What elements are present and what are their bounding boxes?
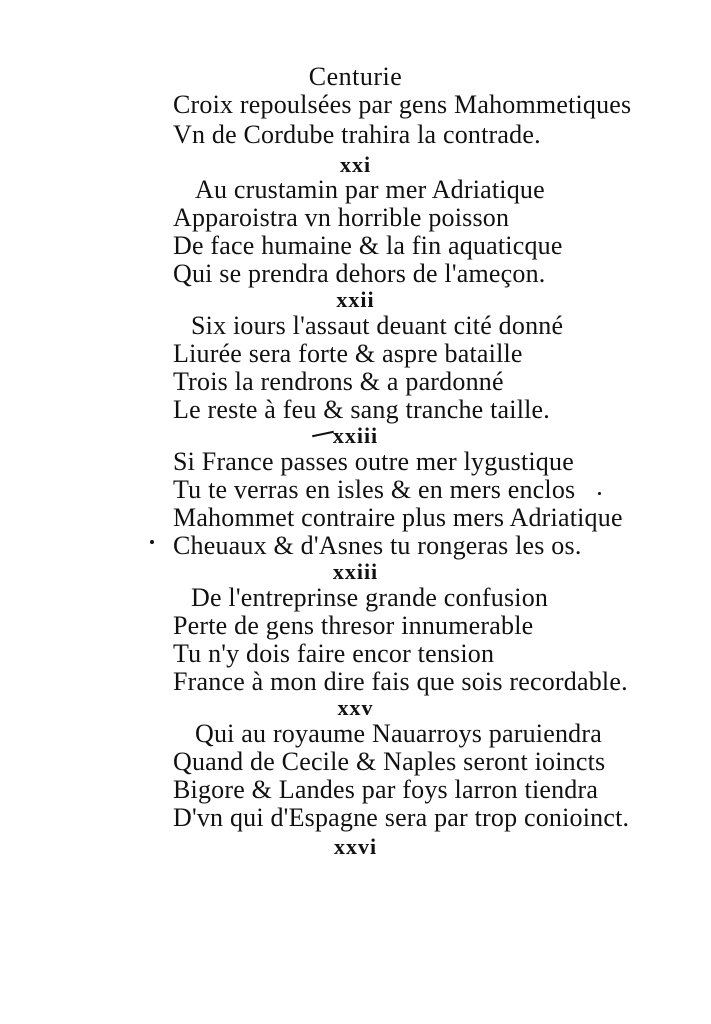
verse-line: Trois la rendrons & a pardonné <box>173 367 504 396</box>
quatrain-number: xxiii <box>332 559 379 584</box>
verse-line: De face humaine & la fin aquaticque <box>173 231 563 260</box>
verse-line: Apparoistra vn horrible poisson <box>173 203 510 232</box>
quatrain-number: xxv <box>337 695 374 720</box>
verse-line: Quand de Cecile & Naples seront ioincts <box>173 747 606 776</box>
verse-line: Mahommet contraire plus mers Adriatique <box>173 503 623 532</box>
verse-line: Bigore & Landes par foys larron tiendra <box>173 775 599 804</box>
verse-line: Qui au royaume Nauarroys paruiendra <box>195 719 602 748</box>
quatrain-number: xxvi <box>333 834 378 859</box>
verse-line: Tu te verras en isles & en mers enclos <box>173 475 576 504</box>
quatrain-number: xxiii <box>332 423 379 448</box>
verse-line: Au crustamin par mer Adriatique <box>195 175 545 204</box>
running-head: Centurie <box>308 62 403 91</box>
verse-line: Liurée sera forte & aspre bataille <box>173 339 523 368</box>
verse-line: Croix repoulsées par gens Mahommetiques <box>173 90 632 119</box>
verse-line: France à mon dire fais que sois recordable. <box>173 667 628 696</box>
verse-line: Le reste à feu & sang tranche taille. <box>173 395 550 424</box>
quatrain-number: xxi <box>339 152 372 177</box>
verse-line: De l'entreprinse grande confusion <box>191 583 549 612</box>
verse-line: Vn de Cordube trahira la contrade. <box>173 120 541 149</box>
verse-line: Six iours l'assaut deuant cité donné <box>191 311 564 340</box>
quatrain-number: xxii <box>336 287 375 312</box>
ink-mark <box>150 540 154 544</box>
ink-mark <box>598 492 601 495</box>
verse-line: Tu n'y dois faire encor tension <box>173 639 495 668</box>
verse-line: Perte de gens thresor innumerable <box>173 611 534 640</box>
verse-line: Si France passes outre mer lygustique <box>173 447 574 476</box>
verse-line: Cheuaux & d'Asnes tu rongeras les os. <box>173 531 582 560</box>
verse-line: D'vn qui d'Espagne sera par trop conioinct. <box>173 803 630 832</box>
verse-line: Qui se prendra dehors de l'ameçon. <box>173 259 546 288</box>
